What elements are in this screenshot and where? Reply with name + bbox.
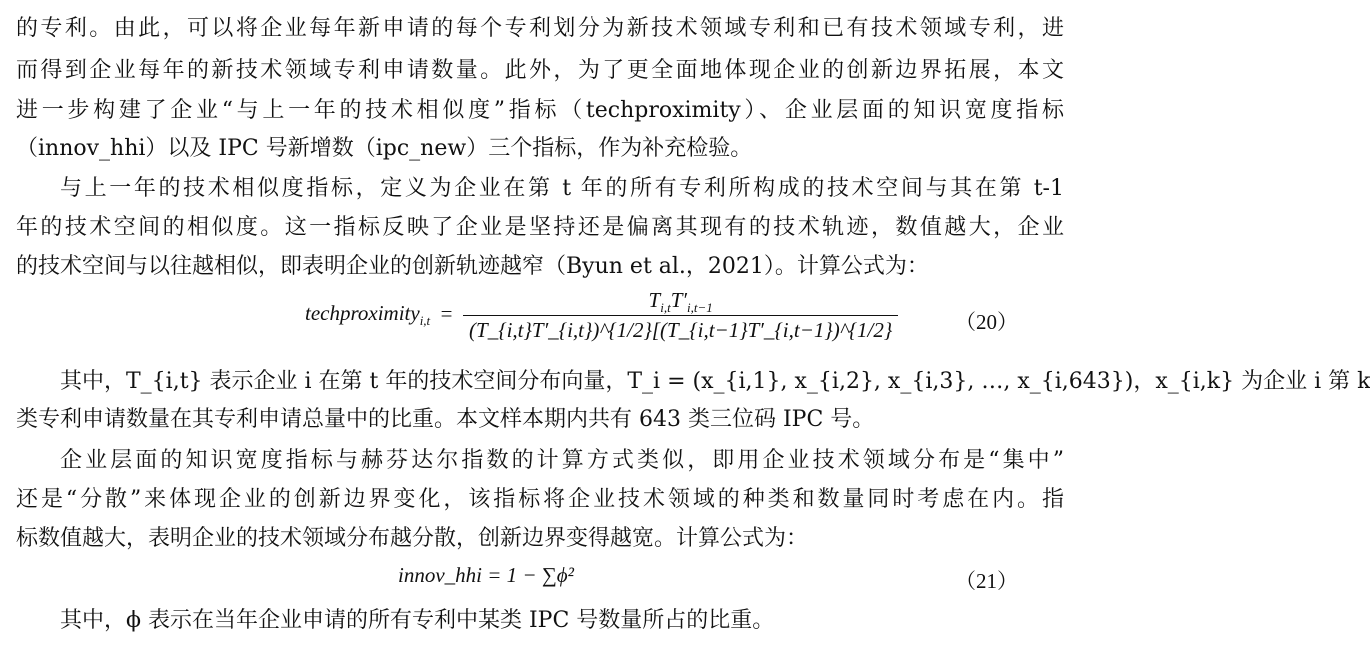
equation-21-number: （21）: [955, 569, 1018, 593]
equation-20-fraction: [463, 288, 898, 343]
paragraph-4-line-1: 企业层面的知识宽度指标与赫芬达尔指数的计算方式类似，即用企业技术领域分布是“集中”: [60, 448, 1064, 473]
equation-20-denominator: (T_{i,t}T′_{i,t})^{1/2}[(T_{i,t−1}T′_{i,t−1})^{1/2}: [469, 318, 893, 342]
equation-20-numerator: $T_{i,t}T'_{i,t-1}$: [463, 288, 898, 316]
paragraph-4-line-3: 标数值越大，表明企业的技术领域分布越分散，创新边界变得越宽。计算公式为：: [16, 526, 809, 551]
paragraph-1-line-4: （innov_hhi）以及 IPC 号新增数（ipc_new）三个指标，作为补充检验。: [16, 136, 753, 161]
paragraph-4-line-2: 还是“分散”来体现企业的创新边界变化，该指标将企业技术领域的种类和数量同时考虑在内。指: [16, 487, 1064, 512]
paragraph-1-line-2: 而得到企业每年的新技术领域专利申请数量。此外，为了更全面地体现企业的创新边界拓展，本文: [16, 58, 1064, 83]
paragraph-5-line-1: 其中，ϕ 表示在当年企业申请的所有专利中某类 IPC 号数量所占的比重。: [60, 608, 775, 633]
paragraph-3-line-1: 其中，T_{i,t} 表示企业 i 在第 t 年的技术空间分布向量，T_i = (x_{i,1}, x_{i,2}, x_{i,3}, …, x_{i,643})，x_{i,k} 为企业 i 第 k: [60, 369, 1370, 394]
equation-20-lhs: techproximity$_{i,t}$: [305, 301, 431, 329]
paragraph-1-line-3: 进一步构建了企业“与上一年的技术相似度”指标（techproximity）、企业层面的知识宽度指标: [16, 98, 1064, 123]
equation-20-number: （20）: [955, 310, 1018, 334]
paragraph-2-line-3: 的技术空间与以往越相似，即表明企业的创新轨迹越窄（Byun et al.，2021）。计算公式为：: [16, 254, 929, 279]
equation-21: innov_hhi = 1 − ∑ϕ²: [398, 563, 574, 587]
equation-20: techproximity$_{i,t}$ = $\frac{T_{i,t}T'_{i,t-1}}{(T\_\{i,t\}T'\_\{i,t\})\^{}\{1/2\}[(T\_\{i,t-1\}T'\_\{i,t-1\})\^{}\{1/2\}}$: [305, 288, 898, 343]
paragraph-3-line-2: 类专利申请数量在其专利申请总量中的比重。本文样本期内共有 643 类三位码 IPC 号。: [16, 407, 875, 432]
paragraph-1-line-1: 的专利。由此，可以将企业每年新申请的每个专利划分为新技术领域专利和已有技术领域专利，进: [16, 16, 1064, 41]
paragraph-2-line-1: 与上一年的技术相似度指标，定义为企业在第 t 年的所有专利所构成的技术空间与其在第 t-1: [60, 176, 1064, 201]
paragraph-2-line-2: 年的技术空间的相似度。这一指标反映了企业是坚持还是偏离其现有的技术轨迹，数值越大，企业: [16, 215, 1064, 240]
